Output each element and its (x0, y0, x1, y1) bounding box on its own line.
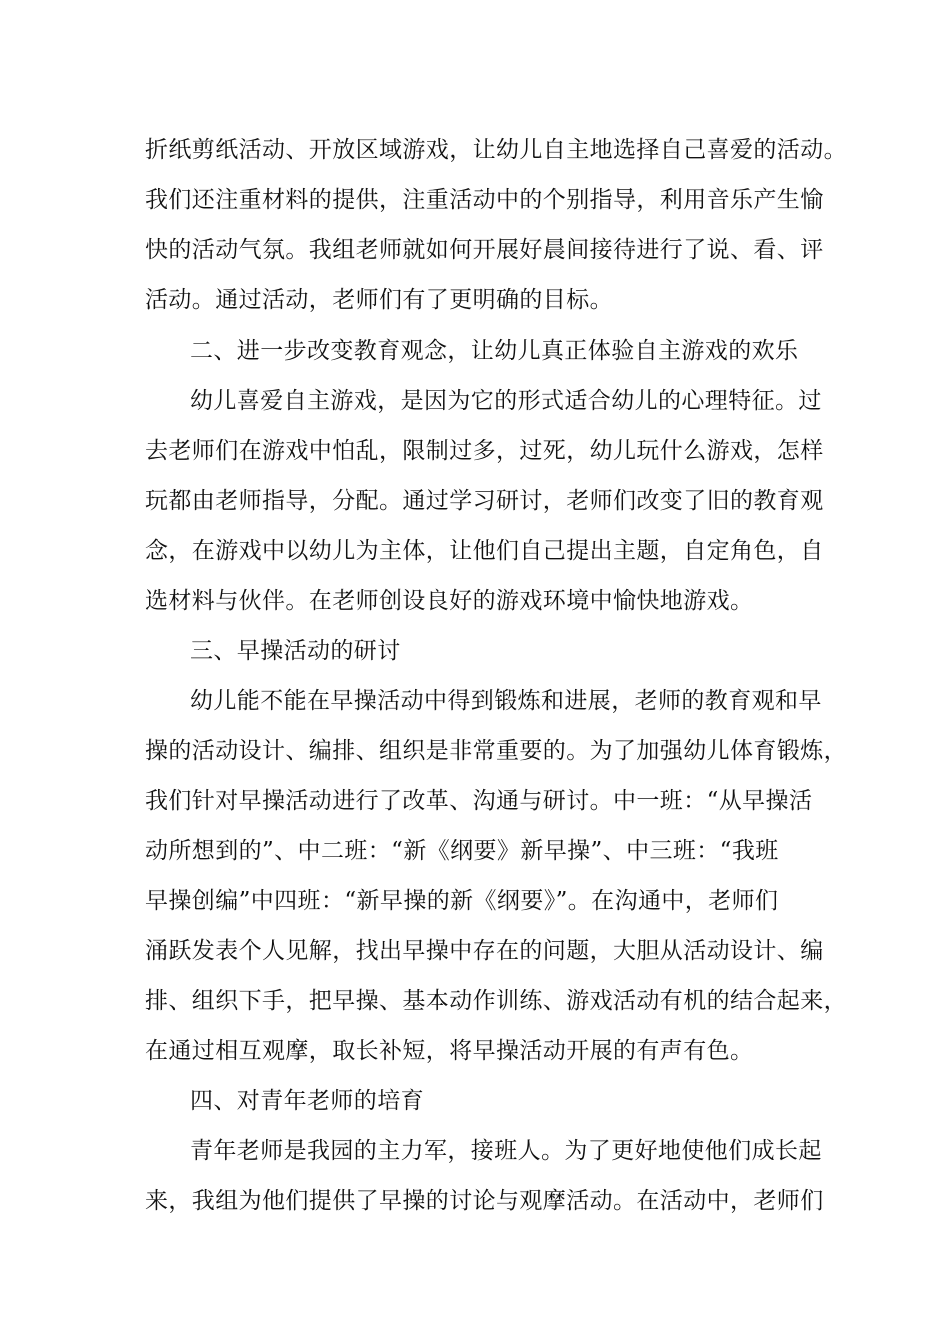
paragraph-line: 动所想到的”、中二班：“新《纲要》新早操”、中三班：“我班 (145, 838, 779, 864)
paragraph-line: 幼儿能不能在早操活动中得到锻炼和进展，老师的教育观和早 (190, 688, 822, 714)
paragraph-line: 念，在游戏中以幼儿为主体，让他们自己提出主题，自定角色，自 (145, 538, 824, 564)
paragraph-line: 折纸剪纸活动、开放区域游戏，让幼儿自主地选择自己喜爱的活动。 (145, 137, 847, 163)
paragraph-line: 排、组织下手，把早操、基本动作训练、游戏活动有机的结合起来， (145, 988, 847, 1014)
paragraph-line: 来，我组为他们提供了早操的讨论与观摩活动。在活动中，老师们 (145, 1188, 824, 1214)
paragraph-line: 我们还注重材料的提供，注重活动中的个别指导，利用音乐产生愉 (145, 187, 824, 213)
section-heading: 三、早操活动的研讨 (190, 638, 401, 664)
paragraph-line: 我们针对早操活动进行了改革、沟通与研讨。中一班：“从早操活 (145, 788, 813, 814)
paragraph-line: 操的活动设计、编排、组织是非常重要的。为了加强幼儿体育锻炼， (145, 738, 847, 764)
paragraph-line: 去老师们在游戏中怕乱，限制过多，过死，幼儿玩什么游戏，怎样 (145, 438, 824, 464)
paragraph-line: 玩都由老师指导，分配。通过学习研讨，老师们改变了旧的教育观 (145, 488, 824, 514)
paragraph-line: 幼儿喜爱自主游戏，是因为它的形式适合幼儿的心理特征。过 (190, 388, 822, 414)
section-heading: 四、对青年老师的培育 (190, 1088, 424, 1114)
paragraph-line: 选材料与伙伴。在老师创设良好的游戏环境中愉快地游戏。 (145, 588, 754, 614)
paragraph-line: 早操创编”中四班：“新早操的新《纲要》”。在沟通中，老师们 (145, 888, 779, 914)
paragraph-line: 活动。通过活动，老师们有了更明确的目标。 (145, 287, 613, 313)
paragraph-line: 青年老师是我园的主力军，接班人。为了更好地使他们成长起 (190, 1138, 822, 1164)
section-heading: 二、进一步改变教育观念，让幼儿真正体验自主游戏的欢乐 (190, 338, 799, 364)
paragraph-line: 快的活动气氛。我组老师就如何开展好晨间接待进行了说、看、评 (145, 237, 824, 263)
paragraph-line: 在通过相互观摩，取长补短，将早操活动开展的有声有色。 (145, 1038, 754, 1064)
paragraph-line: 涌跃发表个人见解，找出早操中存在的问题，大胆从活动设计、编 (145, 938, 824, 964)
